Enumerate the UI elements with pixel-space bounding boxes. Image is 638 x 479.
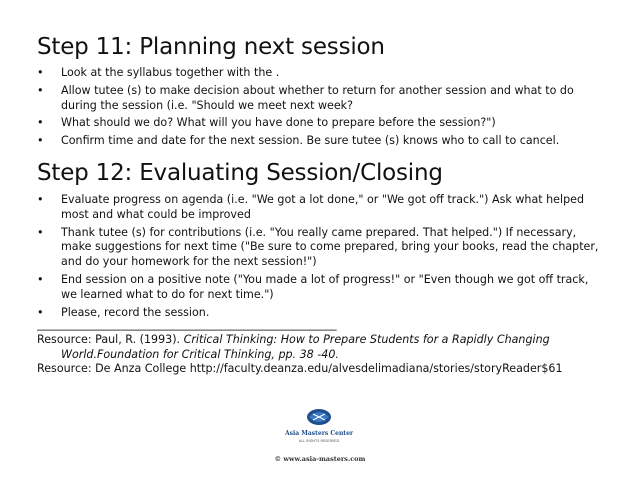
bullet-icon: • [37, 225, 44, 239]
list-item [37, 193, 607, 223]
list-item [37, 84, 607, 114]
bullet-icon: • [37, 134, 44, 148]
list-item [37, 66, 607, 81]
list-item-text: Please, record the session. [61, 305, 210, 319]
list-item [37, 226, 607, 270]
list-item-text: End session on a positive note ("You made a lot of progress!" or "Even though we got off track, we learned what to do for next time.") [61, 272, 589, 301]
bullet-icon: • [37, 66, 44, 79]
list-item-text: Thank tutee (s) for contributions (i.e. "You really came prepared. That helped.") If necessary, make suggestions for next time ("Be sure to come prepared, bring your books, read the chapter, and do your homework for the next session!") [61, 225, 599, 269]
step12-list [37, 193, 607, 323]
asia-masters-logo [280, 405, 358, 453]
step12-heading: Step 12: Evaluating Session/Closing [37, 160, 443, 186]
list-item-text: What should we do? What will you have done to prepare before the session?") [61, 116, 496, 130]
bullet-icon: • [37, 193, 44, 206]
logo-subtext: ALL RIGHTS RESERVED [298, 439, 340, 443]
resource-title-continued: World.Foundation for Critical Thinking, pp. 38 -40. [61, 347, 339, 361]
copyright-text: © www.asia-masters.com [274, 455, 366, 463]
resources-section [37, 318, 617, 377]
bullet-icon: • [37, 272, 44, 286]
list-item [37, 116, 607, 131]
bullet-icon: • [37, 305, 44, 319]
logo-text: Asia Masters Center [284, 430, 354, 437]
list-item-text: Confirm time and date for the next session. Be sure tutee (s) knows who to call to cancel. [61, 134, 560, 148]
step11-list [37, 66, 607, 152]
list-item-text: Evaluate progress on agenda (i.e. "We got a lot done," or "We got off track.") Ask what helped most and what could be improved [61, 193, 584, 221]
step11-heading: Step 11: Planning next session [37, 34, 385, 60]
divider-rule: ______________________________________________________ [37, 318, 337, 331]
resource-prefix: Resource: Paul, R. (1993). [37, 332, 184, 346]
bullet-icon: • [37, 116, 44, 130]
list-item-text: Allow tutee (s) to make decision about whether to return for another session and what to do during the session (i.e. "Should we meet next week? [61, 83, 574, 112]
list-item-text: Look at the syllabus together with the . [61, 66, 280, 79]
bullet-icon: • [37, 83, 44, 97]
resource-deanza: Resource: De Anza College http://faculty.deanza.edu/alvesdelimadiana/stories/storyReader$61 [37, 362, 563, 376]
resource-paul [37, 333, 617, 348]
resource-title: Critical Thinking: How to Prepare Students for a Rapidly Changing [183, 332, 550, 346]
resource-paul-continued [37, 348, 617, 363]
list-item [37, 273, 607, 303]
list-item [37, 134, 607, 149]
